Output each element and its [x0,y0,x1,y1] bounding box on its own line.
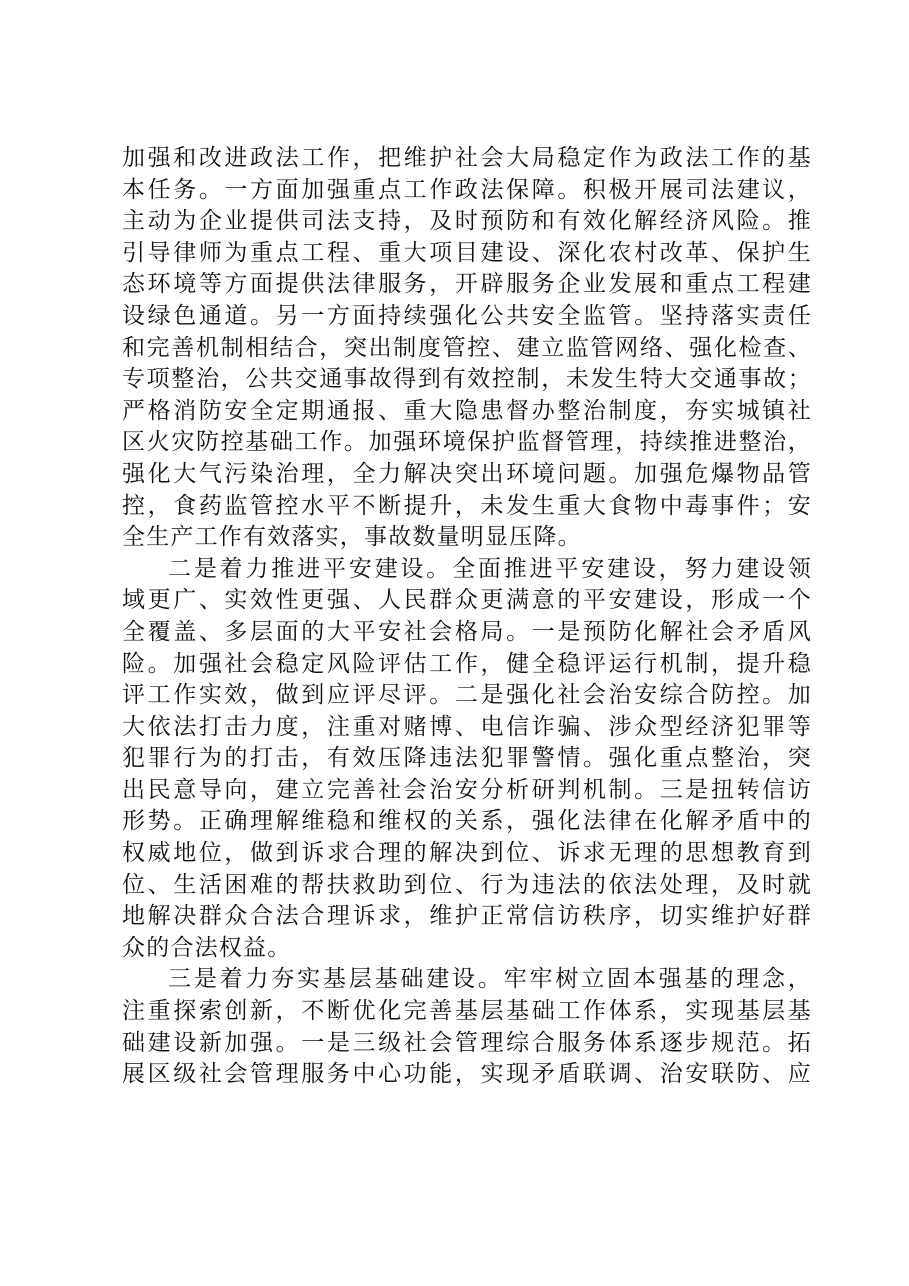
text-line: 控，食药监管控水平不断提升，未发生重大食物中毒事件；安 [122,492,812,519]
text-line: 众的合法权益。 [122,934,292,961]
text-line: 域更广、实效性更强、人民群众更满意的平安建设，形成一个 [122,587,812,614]
text-line: 加强和改进政法工作，把维护社会大局稳定作为政法工作的基 [122,145,812,171]
text-line: 本任务。一方面加强重点工作政法保障。积极开展司法建议， [122,176,812,203]
text-line: 础建设新加强。一是三级社会管理综合服务体系逐步规范。拓 [122,1029,812,1056]
text-line: 犯罪行为的打击，有效压降违法犯罪警情。强化重点整治，突 [122,745,812,772]
text-line: 地解决群众合法合理诉求，维护正常信访秩序，切实维护好群 [122,903,812,930]
text-line: 位、生活困难的帮扶救助到位、行为违法的依法处理，及时就 [122,871,812,898]
text-line: 大依法打击力度，注重对赌博、电信诈骗、涉众型经济犯罪等 [122,713,812,740]
text-line: 三是着力夯实基层基础建设。牢牢树立固本强基的理念， [168,966,812,993]
text-line: 和完善机制相结合，突出制度管控、建立监管网络、强化检查、 [122,334,812,361]
text-line: 险。加强社会稳定风险评估工作，健全稳评运行机制，提升稳 [122,650,812,677]
text-line: 权威地位，做到诉求合理的解决到位、诉求无理的思想教育到 [122,840,812,867]
text-line: 全覆盖、多层面的大平安社会格局。一是预防化解社会矛盾风 [122,618,812,645]
text-line: 展区级社会管理服务中心功能，实现矛盾联调、治安联防、应 [122,1061,812,1088]
text-line: 注重探索创新，不断优化完善基层基础工作体系，实现基层基 [122,998,812,1025]
text-line: 主动为企业提供司法支持，及时预防和有效化解经济风险。推 [122,208,812,235]
text-line: 强化大气污染治理，全力解决突出环境问题。加强危爆物品管 [122,460,812,487]
text-line: 设绿色通道。另一方面持续强化公共安全监管。坚持落实责任 [122,302,812,329]
body-text [122,143,812,1091]
text-line: 评工作实效，做到应评尽评。二是强化社会治安综合防控。加 [122,682,812,709]
text-line: 区火灾防控基础工作。加强环境保护监督管理，持续推进整治， [122,429,812,456]
text-line: 严格消防安全定期通报、重大隐患督办整治制度，夯实城镇社 [122,397,812,424]
text-line: 形势。正确理解维稳和维权的关系，强化法律在化解矛盾中的 [122,808,812,835]
text-line: 态环境等方面提供法律服务，开辟服务企业发展和重点工程建 [122,271,812,298]
text-line: 全生产工作有效落实，事故数量明显压降。 [122,524,582,551]
text-line: 引导律师为重点工程、重大项目建设、深化农村改革、保护生 [122,239,812,266]
text-line: 二是着力推进平安建设。全面推进平安建设，努力建设领 [168,555,812,582]
text-line: 出民意导向，建立完善社会治安分析研判机制。三是扭转信访 [122,776,812,803]
text-line: 专项整治，公共交通事故得到有效控制，未发生特大交通事故； [122,366,812,393]
